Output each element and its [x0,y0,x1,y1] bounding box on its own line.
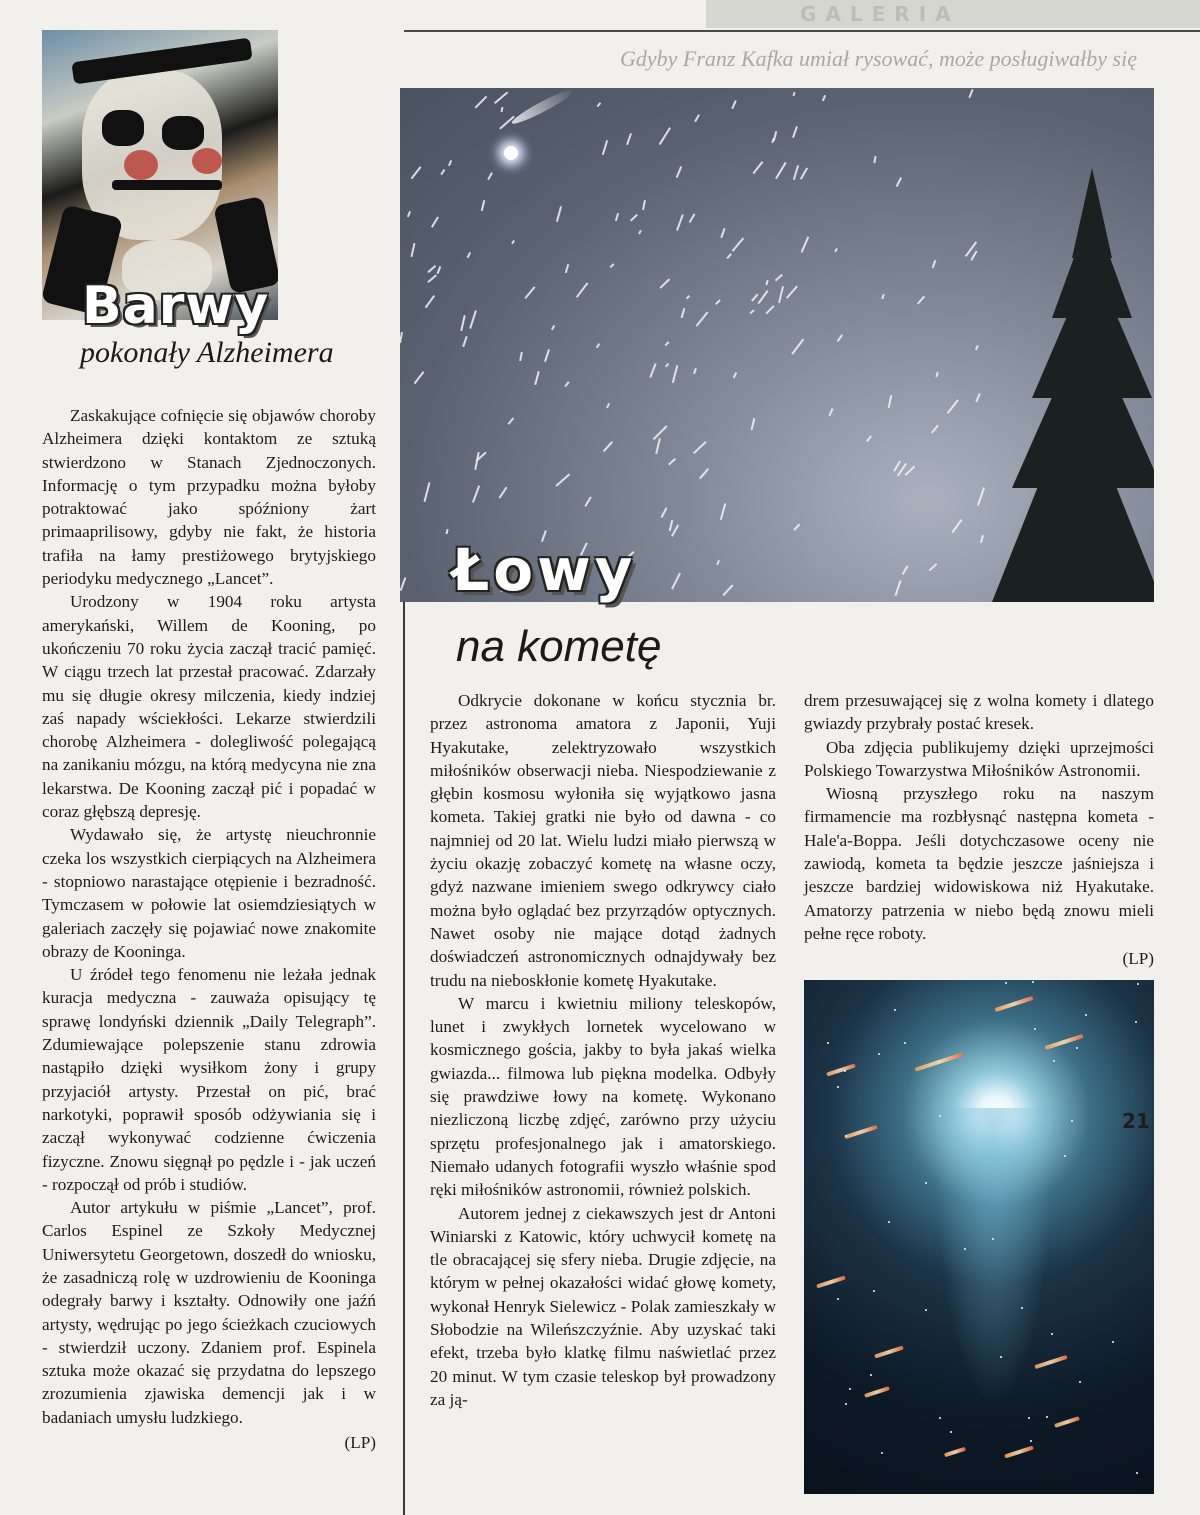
star-trail [410,243,415,257]
star-point [904,1042,906,1044]
star-streak [994,996,1033,1012]
star-trail [410,166,421,179]
star-trail [800,167,808,179]
star-trail [525,286,536,299]
star-point [881,1452,883,1454]
star-trail [519,352,522,361]
star-trail [975,345,978,350]
star-trail [544,349,550,362]
star-trail [626,133,632,145]
star-point [1076,1047,1078,1049]
star-point [1135,1021,1137,1023]
star-trail [499,487,508,499]
star-streak [826,1063,856,1076]
star-trail [671,572,681,589]
article1-paragraph: U źródeł tego fenomenu nie leżała jednak kuracja medyczna - zauważa opisujący tę sprawę londyński dziennik „Daily Telegraph”. Zdumiewające polepszenie stanu zdrowia nastąpiło dzięki wysiłkom żony i grupy przyjaciół artysty. Przestał on pić, brać narkotyki, poprawił sposób odżywiania się i zaczął wykonywać codzienne ćwiczenia fizyczne. Znowu sięgnął po pędzle i - jak uczeń - rozpoczął od prób i studiów. [42,965,376,1194]
star-trail [968,89,973,98]
star-trail [407,211,411,217]
star-trail [765,280,768,286]
star-trail [630,214,638,221]
star-trail [672,365,678,383]
star-trail [470,310,477,329]
star-point [1137,983,1139,985]
star-trail [822,95,826,101]
article1-paragraph: Wydawało się, że artystę nieuchronnie czeka los wszystkich cierpiących na Alzheimera - stopniowo narastające otępienie i bezradność. Tymczasem w połowie lat osiemdziesiątych w galeriach zaczęły się pojawiać nowe znakomite obrazy de Kooninga. [42,825,376,961]
article2-subtitle: na kometę [456,622,662,671]
star-streak [864,1386,890,1398]
star-point [1046,1416,1048,1418]
star-trail [720,503,726,520]
star-trail [463,336,468,347]
star-trail [733,372,737,378]
article2-paragraph: Autorem jednej z ciekawszych jest dr Antoni Winiarski z Katowic, który uchwycił kometę na tle obracającej się sfery nieba. Drugie zdjęcie, na którym w pełnej okazałości widać głowę komety, wykonał Henryk Sielewicz - Polak zamieszkały w Słobodzie na Wileńszczyźnie. Aby uzyskać taki efekt, trzeba było klatkę filmu naświetlać przez 20 minut. W tym czasie teleskop był prowadzony za ją- [430,1203,776,1409]
star-trail [665,363,669,367]
star-point [849,1388,851,1390]
star-trail [866,435,872,442]
star-trail [895,580,902,596]
star-point [1053,1060,1055,1062]
star-trail [715,299,720,304]
show-through-text: Gdyby Franz Kafka umiał rysować, może posługiwałby się [620,46,1137,71]
article1-subtitle: pokonały Alzheimera [80,336,334,369]
star-trail [929,563,938,571]
star-point [1030,1440,1032,1442]
column-divider [403,590,405,1515]
star-point [1112,1341,1114,1343]
star-trail [801,236,809,252]
star-trail [668,458,676,466]
star-trail [556,206,562,222]
article2-paragraph: drem przesuwającej się z wolna komety i dlatego gwiazdy przybrały postać kresek. [804,691,1154,734]
star-trail [480,200,484,211]
star-trail [786,285,798,298]
star-trail [726,253,731,259]
star-streak [1054,1416,1080,1428]
star-point [964,1248,966,1250]
star-trail [597,102,601,107]
star-trail [564,264,568,273]
star-trail [699,468,709,479]
star-trail [664,341,669,346]
star-point [1021,1307,1023,1309]
star-point [925,1309,927,1311]
star-point [939,1417,941,1419]
star-trail [722,584,733,595]
star-trail [731,100,736,109]
star-trail [829,408,834,416]
star-trail [686,295,690,299]
star-trail [834,248,838,253]
star-trail [437,266,441,274]
star-point [1064,1155,1066,1157]
star-point [1032,981,1034,983]
star-trail [400,332,403,343]
star-trail [732,237,744,251]
star-trail [564,381,569,387]
star-trail [680,308,684,318]
article1-title: Barwy [82,276,270,336]
star-streak [944,1447,966,1458]
star-trail [424,295,434,308]
star-trail [792,92,795,97]
star-streak [816,1275,846,1288]
star-trail [431,217,439,228]
star-trail [675,166,681,177]
star-trail [472,485,480,503]
comet-coma-glow [934,1108,1054,1408]
star-trail [427,265,435,272]
star-trail [970,251,977,261]
star-trail [778,286,784,303]
star-trail [693,441,706,454]
star-trail [751,294,758,301]
article2-title: Łowy [452,536,637,604]
star-point [1028,1417,1030,1419]
star-trail [615,213,619,221]
star-trail [556,474,570,487]
page-number: 21 [1122,1109,1150,1133]
star-trail [423,482,430,502]
comet-star-trails-photo [400,88,1154,602]
star-trail [441,169,445,174]
star-point [992,1238,994,1240]
star-trail [917,296,925,305]
article1-paragraph: Zaskakujące cofnięcie się objawów choroby Alzheimera dzięki kontaktom ze sztuką stwierdzono w Stanach Zjednoczonych. Informację o tym przypadku można byłoby potraktować jako spóźniony żart primaaprilisowy, gdyby nie fakt, że historia trafiła na łamy prestiżowego brytyjskiego periodyku medycznego „Lancet”. [42,406,376,589]
star-trail [887,395,891,408]
star-trail [534,371,539,385]
article2-signature: (LP) [1122,949,1154,969]
star-point [827,1042,829,1044]
star-point [939,1115,941,1117]
star-trail [475,96,487,108]
star-trail [793,165,799,180]
star-trail [765,305,774,314]
star-point [1085,1014,1087,1016]
star-point [837,1086,839,1088]
star-trail [904,465,915,475]
star-trail [606,403,610,409]
article1-signature: (LP) [344,1433,376,1453]
star-trail [413,371,424,384]
article1-paragraph: Urodzony w 1904 roku artysta amerykański, Willem de Kooning, po ukończeniu 70 roku życia zaczął tracić pamięć. W ciągu trzech lat przestał pracować. Zdarzały mu się długie okresy milczenia, kiedy indziej zaś napady wściekłości. Lekarze stwierdzili chorobę Alzheimera - dolegliwość polegającą na zanikaniu mózgu, na którą medycyna nie zna lekarstwa. De Kooning zaczął pić i popadać w coraz głębszą depresję. [42,592,376,822]
star-trail [688,214,695,224]
star-trail [460,315,465,331]
article2-paragraph: Wiosną przyszłego roku na naszym firmamencie ma rozbłysnąć następna kometa - Hale'a-Boppa. Jeśli dotychczasowe oceny nie zawiodą, kometa ta będzie jeszcze jaśniejsza i jeszcze bardziej widowiskowa niż Hyakutake. Amatorzy patrzenia w niebo będą znowu mieli pełne ręce roboty. [804,784,1154,943]
star-trail [427,274,437,283]
star-trail [837,334,843,341]
star-trail [757,290,768,304]
star-point [845,1403,847,1405]
star-point [1071,1120,1073,1122]
star-streak [874,1345,904,1358]
star-point [1136,1472,1138,1474]
star-trail [750,309,755,314]
article2-paragraph: W marcu i kwietniu miliony teleskopów, lunet i zwykłych lornetek wycelowano w kosmicznego gościa, jakby to była jakaś wielka gwiazda... filmowa lub piękna modelka. Odbyły się prawdziwe łowy na kometę. Wykonano niezliczoną liczbę zdjęć, zarówno przy użyciu sprzętu profesjonalnego jak i amatorskiego. Niemało udanych fotografii wyszło właśnie spod ręki miłośników astronomii, również polskich. [430,993,776,1200]
star-point [845,1135,847,1137]
star-trail [508,417,514,424]
star-streak [844,1125,878,1139]
star-trail [603,441,613,452]
star-trail [696,312,709,327]
star-trail [980,535,984,543]
star-trail [659,127,671,144]
star-trail [753,161,763,174]
star-trail [446,528,449,534]
star-point [1000,1356,1002,1358]
star-trail [466,252,470,258]
star-trail [400,577,406,591]
star-point [1051,1333,1053,1335]
star-point [844,1070,846,1072]
star-trail [874,156,877,163]
star-trail [494,92,508,104]
star-trail [655,438,660,454]
star-point [1005,982,1007,984]
star-trail [551,325,555,331]
star-point [925,1182,927,1184]
star-trail [693,368,696,374]
star-trail [595,343,599,348]
star-trail [585,497,592,508]
star-trail [638,230,641,234]
comet-head [504,146,518,160]
star-trail [669,520,673,531]
article2-body-left [430,689,776,1411]
article2-paragraph: Odkrycie dokonane w końcu stycznia br. przez astronoma amatora z Japonii, Yuji Hyakutake, zelektryzowało wszystkich miłośników obserwacji nieba. Niespodziewanie z głębin kosmosu wyłoniła się wyjątkowo jasna kometa. Takiej gratki nie było od dawna - co najmniej od 20 lat. Wielu ludzi miało pierwszą w życiu okazję zobaczyć kometę na własne oczy, gdyż nazwane imieniem swego odkrywcy ciało można było oglądać bez przyrządów optycznych. Nawet osoby nie mające dotąd żadnych doświadczeń astronomicznych odnajdywały bez trudu na nieboskłonie kometę Hyakutake. [430,691,776,990]
star-trail [881,294,884,300]
star-trail [771,138,775,144]
star-trail [936,372,939,378]
star-trail [932,425,939,433]
star-trail [775,162,786,179]
star-trail [902,565,909,575]
star-streak [915,1052,964,1071]
article1-paragraph: Autor artykułu w piśmie „Lancet”, prof. Carlos Espinel ze Szkoły Medycznej Uniwersytetu Georgetown, doszedł do wniosku, że zasadniczą rolę w uzdrowieniu de Kooninga odegrały barwy i kształty. Odnowiły one jaźń artysty, wędrując po jego ścieżkach czuciowych - stwierdził uczony. Zdaniem prof. Espinela sztuka może okazać się przydatna do lepszego zrozumienia zjawiska demencji jak i w badaniach umysłu ludzkiego. [42,1198,376,1427]
star-point [950,1431,952,1433]
star-trail [501,107,504,113]
star-trail [750,418,754,430]
star-point [1034,1028,1036,1030]
star-trail [947,399,959,413]
star-trail [602,140,608,155]
star-point [873,1290,875,1292]
star-trail [975,393,980,402]
section-tab-label: GALERIA [800,2,960,26]
star-point [894,1009,896,1011]
star-trail [694,114,700,122]
star-trail [721,228,726,238]
star-trail [671,525,679,538]
top-rule [404,30,1200,32]
star-point [888,1221,890,1223]
star-trail [649,363,656,377]
star-trail [511,240,515,245]
article1-body [42,404,376,1454]
star-trail [642,200,646,210]
article2-body-right [804,689,1154,971]
star-point [1079,1381,1081,1383]
star-trail [575,283,588,299]
star-trail [716,559,720,565]
star-trail [793,126,798,138]
star-trail [977,488,985,506]
star-trail [676,214,683,230]
star-trail [792,339,804,355]
star-point [870,1374,872,1376]
comet-head-telescope-photo [804,980,1154,1494]
star-trail [609,263,614,268]
comet-tail [510,88,577,127]
star-trail [896,177,902,186]
star-trail [775,274,783,281]
star-point [878,1053,880,1055]
star-trail [448,160,452,166]
star-trail [659,278,669,288]
star-trail [794,523,800,530]
star-trail [661,507,668,518]
star-streak [1004,1445,1034,1458]
star-point [837,1298,839,1300]
star-trail [487,172,493,180]
star-trail [952,519,963,533]
article2-paragraph: Oba zdjęcia publikujemy dzięki uprzejmości Polskiego Towarzystwa Miłośników Astronomii. [804,737,1154,780]
star-trail [932,260,936,268]
